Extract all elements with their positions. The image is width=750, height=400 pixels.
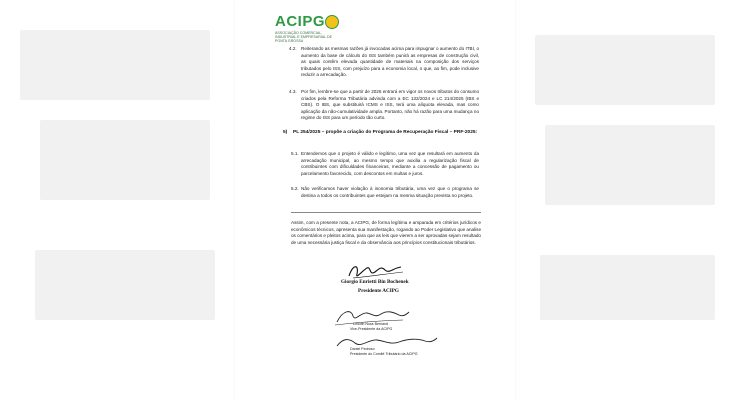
- item-number: 5.2.: [291, 186, 299, 191]
- section-title: PL 254/2025 – propõe a criação do Programa de Recuperação Fiscal – PRF-2025:: [293, 130, 478, 135]
- signer-name: Daniel Pedroso: [350, 347, 375, 351]
- blurred-text-block: [35, 250, 215, 320]
- background-left: [0, 0, 235, 400]
- signer-role: Vice-Presidente da ACIPG: [350, 327, 393, 331]
- blurred-text-block: [20, 30, 210, 100]
- blurred-text-block: [545, 125, 715, 205]
- item-paragraph: Por fim, lembre-se que a partir de 2026 entrará em vigor os novos tributos do consumo criados pela Reforma Tributária advinda com a EC 132/2024 e LC 214/2025 (IBS e CBS). O IBS, que substituirá ICMS e ISS, terá uma alíquota elevada, mas como aplicação da não-cumulatividade ampla. Portanto, não há razão para uma mudança no regime do ISS para um período tão curto.: [301, 89, 479, 120]
- signer-name: Lincoln Nuss Bernardi: [353, 322, 389, 326]
- signature-scribble: [333, 334, 439, 350]
- logo-name: ACIPG: [275, 13, 326, 30]
- document-page: [235, 0, 515, 400]
- acipg-logo: [275, 13, 345, 43]
- item-number: 4.2.: [289, 46, 297, 51]
- item-paragraph: Entendemos que o projeto é válido e legítimo, uma vez que resultará em aumento da arrecadação municipal, ao mesmo tempo que auxilia a regularização fiscal de contribuintes com dificuldades financeiras, mediante a concessão de pagamento ou parcelamento favorecido, com descontos em multas e juros.: [301, 151, 479, 176]
- conclusion-paragraph: Assim, com a presente nota, a ACIPG, de forma legítima e amparada em critérios jurídicos e econômicos técnicos, apresenta sua manifestação, rogando ao Poder Legislativo que analise os comentários e pleitos acima, para que as leis que vierem a ser aprovadas sejam resultado de uma necessária justiça fiscal e da observância aos princípios constitucionais tributários.: [291, 220, 481, 245]
- item-paragraph: Reiterando as mesmas razões já invocadas acima para impugnar o aumento do ITBI, o aumento da base de cálculo do ISS também punirá as empresas de construção civil, as quais contêm elevada quantidade de materiais na composição dos serviços tributados pelo ISS, com prejuízo para a economia local, o que, ao fim, pode inclusive reduzir a arrecadação.: [301, 46, 479, 77]
- divider: [291, 212, 481, 213]
- item-paragraph: Não verificamos haver violação à isonomia tributária, uma vez que o programa se destina a todos os contribuintes que estejam na mesma situação prevista no projeto.: [301, 186, 479, 198]
- item-number: 5.1.: [291, 151, 299, 156]
- background-right: [515, 0, 750, 400]
- item-number: 4.3.: [289, 89, 297, 94]
- blurred-text-block: [535, 35, 715, 105]
- signer-role: Presidente ACIPG: [358, 288, 399, 294]
- signer-name: Giorgio Enrietti Bin Bochenek: [341, 279, 409, 285]
- logo-subtitle: ASSOCIAÇÃO COMERCIAL, INDUSTRIAL E EMPRESARIAL DE PONTA GROSSA: [275, 31, 333, 43]
- blurred-text-block: [40, 120, 210, 200]
- signer-role: Presidente do Comitê Tributário da ACIPG: [350, 352, 418, 356]
- blurred-text-block: [540, 255, 715, 320]
- section-number: 5): [283, 130, 288, 135]
- logo-mark-icon: [325, 15, 339, 29]
